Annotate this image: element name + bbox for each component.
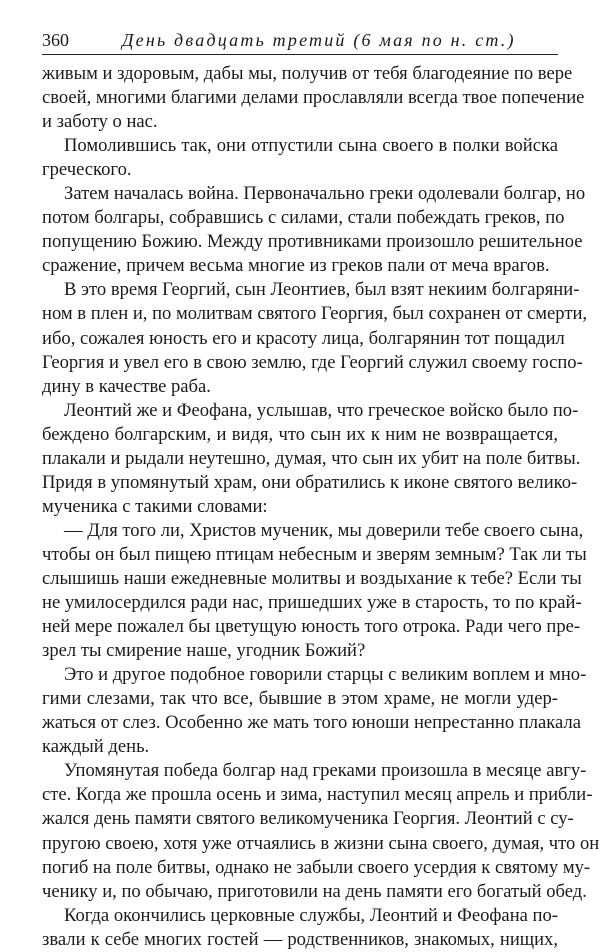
text-line: дину в качестве раба. [42,375,211,397]
text-line: ченику и, по обычаю, приготовили на день памяти его богатый обед. [42,880,587,902]
text-line: ней мере пожалел бы цветущую юность того отрока. Ради чего пре- [42,616,581,638]
text-line: зрел ты смирение наше, угодник Божий? [42,640,366,662]
text-line: пругою своею, хотя уже отчаялись в жизни сына своего, думая, что он [42,832,600,854]
text-line: погиб на поле битвы, однако не забыли своего усердия к святому му- [42,856,591,878]
text-line: гими слезами, так что все, бывшие в этом храме, не могли удер- [42,688,558,710]
text-line: Это и другое подобное говорили старцы с великим воплем и мно- [64,664,587,686]
text-line: сте. Когда же прошла осень и зима, наступил месяц апрель и прибли- [42,784,593,806]
text-line: живым и здоровым, дабы мы, получив от тебя благодеяние по вере [42,63,573,84]
text-line: не умилосердился ради нас, пришедших уже в старость, то по край- [42,592,582,614]
page-body [42,62,600,952]
page-number: 360 [42,30,69,50]
paragraph [42,134,558,182]
text-line: и заботу о нас. [42,111,158,133]
text-line: сражение, причем весьма многие из греков пали от меча врагов. [42,255,550,277]
text-line: Затем началась война. Первоначально греки одолевали болгар, но [64,183,586,205]
text-line: Леонтий же и Феофана, услышав, что греческое войско было по- [64,399,579,421]
text-line: Георгия и увел его в свою землю, где Георгий служил своему госпо- [42,351,583,373]
text-line: ибо, сожалея юность его и красоту лица, болгарянин тот пощадил [42,327,565,349]
text-line: Упомянутая победа болгар над греками произошла в месяце авгу- [64,760,587,782]
paragraph [42,759,600,903]
text-line: Когда окончились церковные службы, Леонтий и Феофана по- [64,904,558,926]
text-line: звали к себе многих гостей — родственников, знакомых, нищих, [42,928,558,950]
text-line: плакали и рыдали неутешно, думая, что сын их убит на поле битвы. [42,447,581,469]
paragraph [42,904,558,952]
text-line: чтобы он был пищею птицам небесным и зверям земным? Так ли ты [42,543,587,565]
paragraph [42,278,588,398]
paragraph [42,399,581,519]
paragraph [42,519,587,663]
paragraph [42,182,586,278]
text-line: беждено болгарским, и видя, что сын их к ним не возвращается, [42,423,558,445]
text-line: жаться от слез. Особенно же мать того юноши непрестанно плакала [42,712,582,734]
running-title: День двадцать третий (6 мая по н. ст.) [122,30,516,50]
text-line: слышишь наши ежедневные молитвы и воздыхание к тебе? Если ты [42,567,582,589]
text-line: мученика с такими словами: [42,495,268,517]
running-header [42,28,558,55]
text-line: Придя в упомянутый храм, они обратились к иконе святого велико- [42,471,578,493]
text-line: жался день памяти святого великомученика Георгия. Леонтий с су- [42,808,574,830]
text-line: греческого. [42,159,132,181]
text-line: ном в плен и, по молитвам святого Георгия, был сохранен от смерти, [42,303,588,325]
text-line: В это время Георгий, сын Леонтиев, был взят некиим болгаряни- [64,279,580,301]
text-line: — Для того ли, Христов мученик, мы доверили тебе своего сына, [64,519,584,541]
paragraph [42,663,587,759]
text-line: своей, многими благими делами прославляли всегда твое попечение [42,87,585,109]
text-line: каждый день. [42,736,150,758]
text-line: Помолившись так, они отпустили сына своего в полки войска [64,135,558,157]
text-line: попущению Божию. Между противниками произошло решительное [42,231,583,253]
paragraph [42,62,585,134]
text-line: потом болгары, собравшись с силами, стали побеждать греков, по [42,207,565,229]
